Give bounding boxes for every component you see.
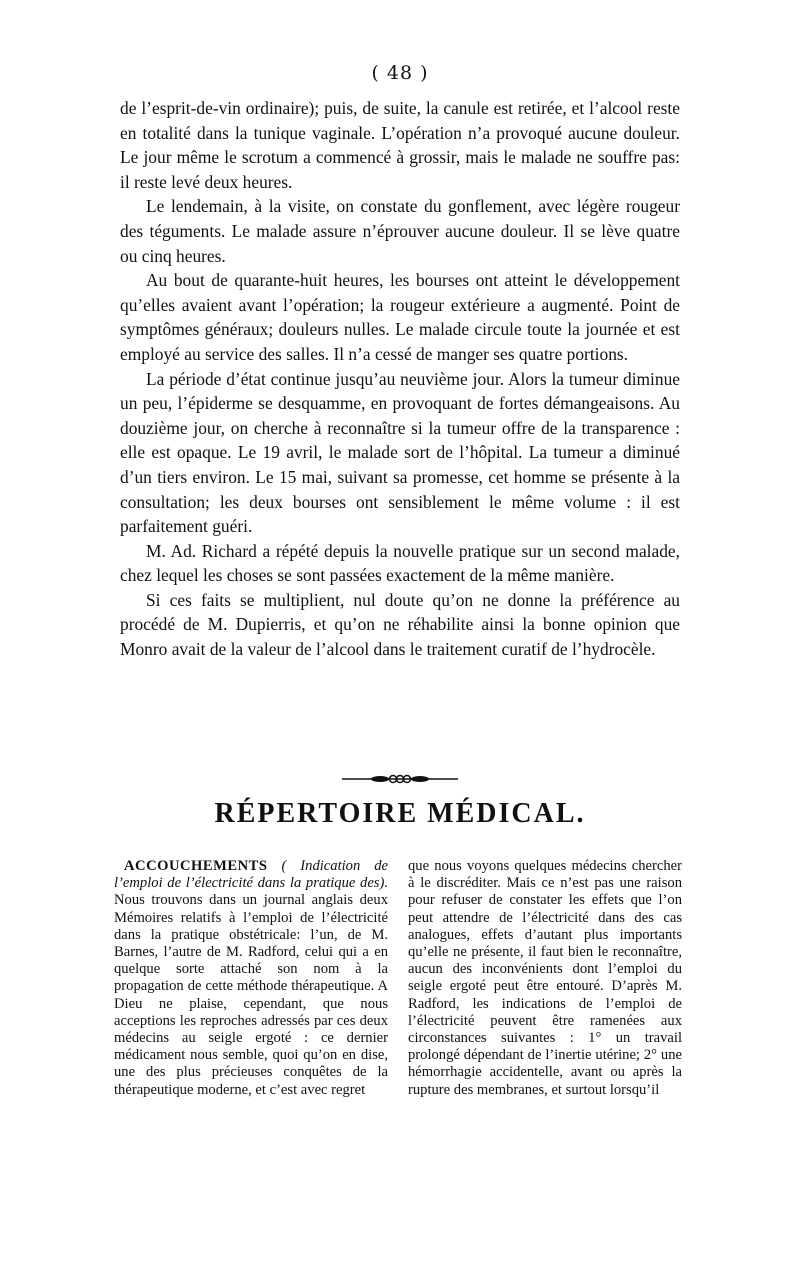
paragraph-2: Le lendemain, à la visite, on constate du gonflement, avec légère rougeur des téguments. Le malade assure n’éprouver aucune douleur. Il se lève quatre ou cinq heures. [120,196,680,266]
entry-text: Nous trouvons dans un journal anglais deux Mémoires relatifs à l’emploi de l’électricité dans la pratique obstétricale: l’un, de M. Barnes, l’autre de M. Radford, celui qui a en quelque sorte attaché son nom à la propagation de cette méthode thérapeutique. A Dieu ne plaise, cependant, que nous acceptions les reproches adressés par ces deux médecins au seigle ergoté : ce dernier médicament nous semble, quoi qu’on en dise, une des plus précieuses conquêtes de la thérapeutique moderne, et c’est avec regret [114,892,388,1098]
paragraph-1: de l’esprit-de-vin ordinaire); puis, de suite, la canule est retirée, et l’alcool reste en totalité dans la tunique vaginale. L’opération n’a provoqué aucune douleur. Le jour même le scrotum a commencé à grossir, mais le malade ne souffre pas: il reste levé deux heures. [120,98,680,192]
paragraph-3: Au bout de quarante-huit heures, les bourses ont atteint le développement qu’elles avaient avant l’opération; la rougeur extérieure a augmenté. Point de symptômes généraux; douleurs nulles. Le malade circule toute la journée et est employé au service des salles. Il n’a cessé de manger ses quatre portions. [120,270,680,364]
entry-accouchements [114,858,388,1099]
entry-continuation: que nous voyons quelques médecins chercher à le discréditer. Mais ce n’est pas une raison pour refuser de constater les effets que l’on peut attendre de l’électricité dans des cas analogues, effets d’autant plus importants qu’elle ne présente, il faut bien le reconnaître, aucun des inconvénients dont l’emploi du seigle ergoté peut être entouré. D’après M. Radford, les indications de l’emploi de l’électricité peuvent être ramenées aux circonstances suivantes : 1° un travail prolongé dépendant de l’inertie utérine; 2° une hémorrhagie accidentelle, avant ou après la rupture des membranes, et surtout lorsqu’il [408,858,682,1098]
paragraph-4: La période d’état continue jusqu’au neuvième jour. Alors la tumeur diminue un peu, l’épiderme se desquamme, en provoquant de fortes démangeaisons. Au douzième jour, on cherche à reconnaître si la tumeur offre de la transparence : elle est opaque. Le 19 avril, le malade sort de l’hôpital. La tumeur a diminué d’un tiers environ. Le 15 mai, suivant sa promesse, cet homme se présente à la consultation; les deux bourses ont sensiblement le même volume : il est parfaitement guéri. [120,368,680,537]
main-text [120,96,680,662]
entry-heading: ACCOUCHEMENTS [124,858,268,874]
paragraph-6: Si ces faits se multiplient, nul doute qu’on ne donne la préférence au procédé de M. Dupierris, et qu’on ne réhabilite ainsi la bonne opinion que Monro avait de la valeur de l’alcool dans le traitement curatif de l’hydrocèle. [120,589,680,660]
paragraph-5: M. Ad. Richard a répété depuis la nouvelle pratique sur un second malade, chez lequel les choses se sont passées exactement de la même manière. [120,540,680,586]
column-left [114,858,388,1099]
section-title: RÉPERTOIRE MÉDICAL. [214,798,586,829]
two-column-text [114,858,682,1099]
ornament-divider [342,772,458,786]
entry-subtitle: ( Indication de l’emploi de l’électricité dans la pratique des). [114,858,388,892]
column-right [408,858,682,1099]
page-number: ( 48 ) [371,62,429,84]
